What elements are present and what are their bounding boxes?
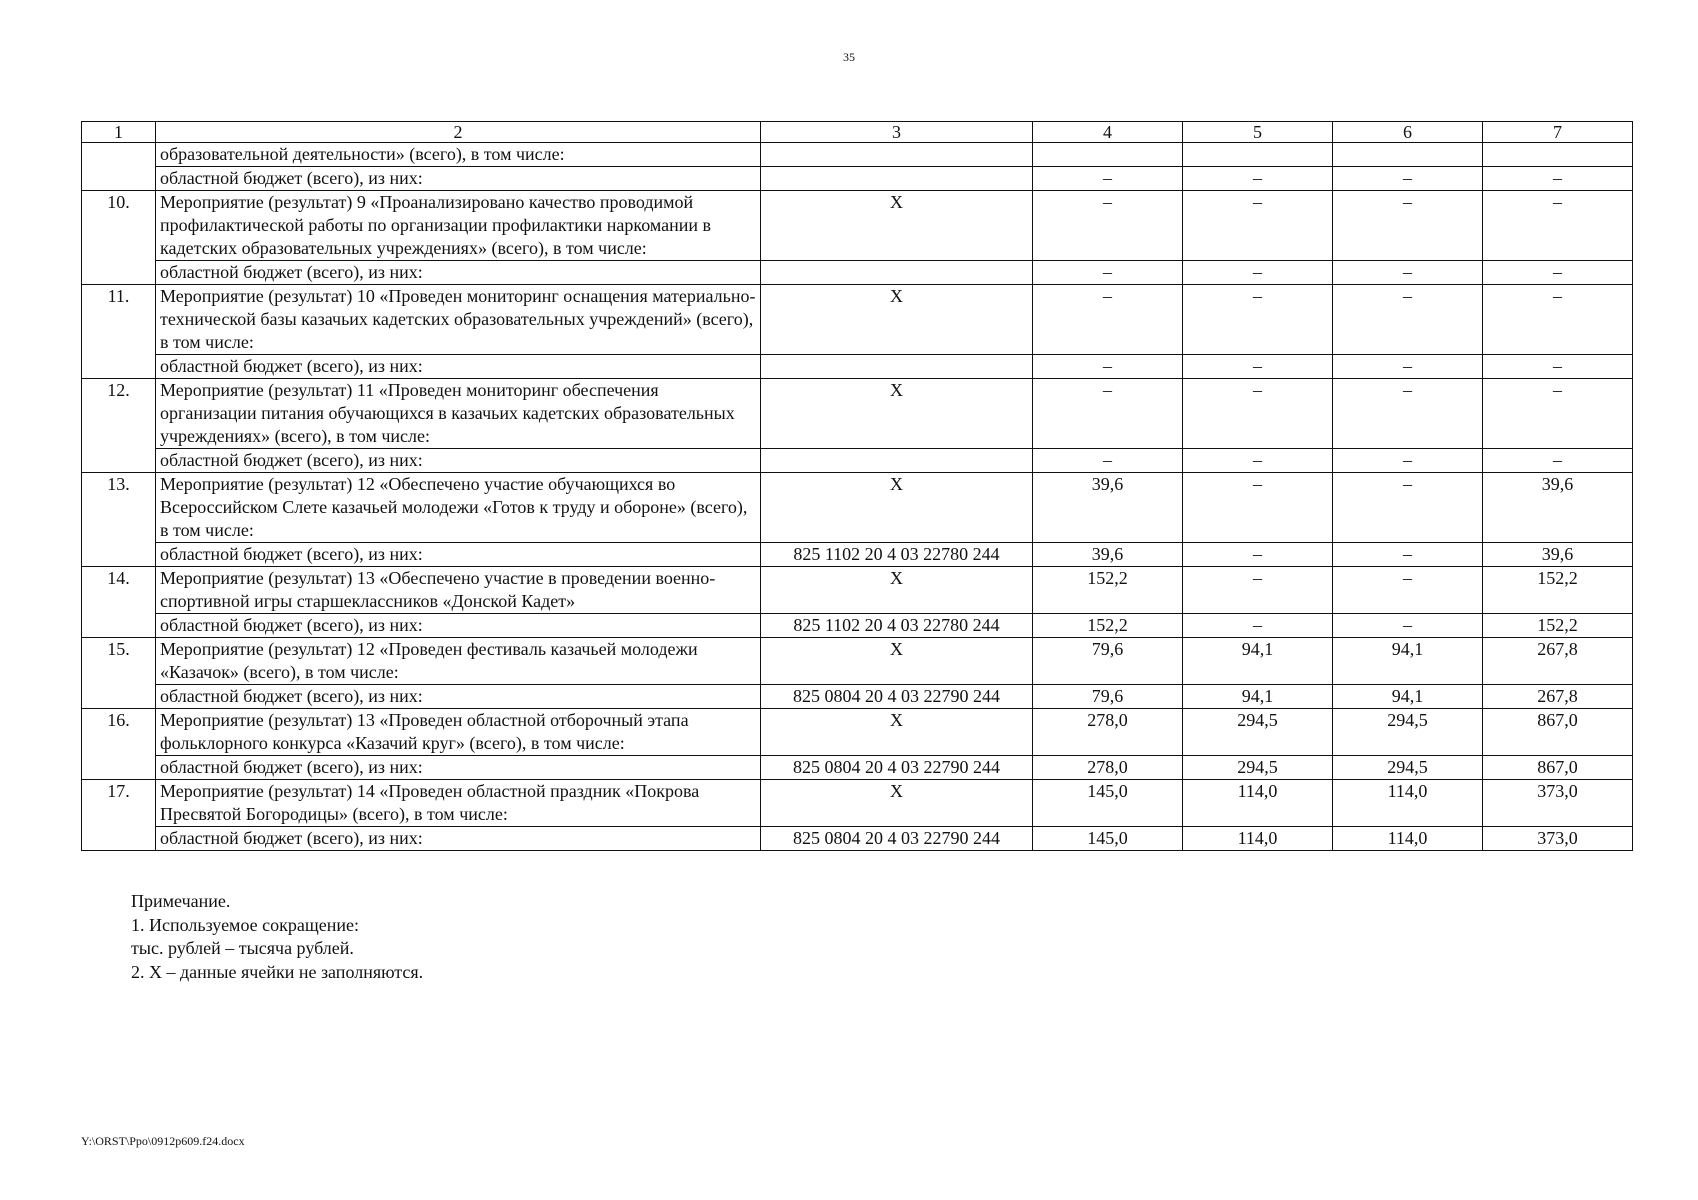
- column-header-2: 2: [156, 122, 761, 143]
- value-col6: –: [1333, 285, 1483, 355]
- budget-code: X: [761, 567, 1033, 614]
- measure-text: Мероприятие (результат) 12 «Проведен фестиваль казачьей молодежи «Казачок» (всего), в том числе:: [156, 638, 761, 685]
- row-number: 13.: [82, 473, 156, 567]
- value-col4: –: [1033, 379, 1183, 449]
- budget-sub-row: [82, 449, 1633, 473]
- value-col7: 39,6: [1483, 543, 1633, 567]
- value-col5: –: [1183, 167, 1333, 191]
- value-col6: 114,0: [1333, 780, 1483, 827]
- budget-code: 825 1102 20 4 03 22780 244: [761, 543, 1033, 567]
- value-col7: 39,6: [1483, 473, 1633, 543]
- value-col4: 39,6: [1033, 543, 1183, 567]
- value-col6: –: [1333, 167, 1483, 191]
- budget-code: X: [761, 638, 1033, 685]
- measure-text: Мероприятие (результат) 9 «Проанализировано качество проводимой профилактической работы по организации профилактики наркомании в кадетских образовательных учреждениях» (всего), в том числе:: [156, 191, 761, 261]
- budget-sub-row: [82, 827, 1633, 851]
- empty-cell: [1483, 143, 1633, 167]
- value-col6: –: [1333, 614, 1483, 638]
- value-col6: –: [1333, 379, 1483, 449]
- budget-code: [761, 449, 1033, 473]
- value-col7: 867,0: [1483, 756, 1633, 780]
- sub-label: областной бюджет (всего), из них:: [156, 756, 761, 780]
- budget-sub-row: [82, 614, 1633, 638]
- value-col7: –: [1483, 167, 1633, 191]
- budget-code: 825 0804 20 4 03 22790 244: [761, 756, 1033, 780]
- budget-sub-row: [82, 685, 1633, 709]
- value-col7: –: [1483, 379, 1633, 449]
- value-col4: –: [1033, 285, 1183, 355]
- budget-sub-row: [82, 355, 1633, 379]
- value-col5: –: [1183, 285, 1333, 355]
- value-col4: –: [1033, 191, 1183, 261]
- value-col7: 373,0: [1483, 780, 1633, 827]
- notes-line-2: тыс. рублей – тысяча рублей.: [131, 938, 354, 958]
- row-number: 10.: [82, 191, 156, 285]
- value-col7: –: [1483, 355, 1633, 379]
- value-col5: –: [1183, 614, 1333, 638]
- empty-cell: [1333, 143, 1483, 167]
- budget-table: [81, 121, 1633, 851]
- value-col4: –: [1033, 261, 1183, 285]
- footer-file-path: Y:\ORST\Ppo\0912p609.f24.docx: [81, 1134, 245, 1148]
- measure-row: [82, 191, 1633, 261]
- continuation-sub-row: [82, 167, 1633, 191]
- empty-cell: [761, 143, 1033, 167]
- value-col4: 152,2: [1033, 614, 1183, 638]
- value-col6: –: [1333, 191, 1483, 261]
- sub-label: областной бюджет (всего), из них:: [156, 543, 761, 567]
- measure-row: [82, 638, 1633, 685]
- measure-row: [82, 709, 1633, 756]
- budget-code: X: [761, 473, 1033, 543]
- column-header-3: 3: [761, 122, 1033, 143]
- measure-row: [82, 285, 1633, 355]
- value-col6: –: [1333, 473, 1483, 543]
- row-number: 12.: [82, 379, 156, 473]
- budget-code: X: [761, 285, 1033, 355]
- notes-line-3: 2. X – данные ячейки не заполняются.: [131, 961, 424, 982]
- value-col4: 79,6: [1033, 685, 1183, 709]
- value-col6: 294,5: [1333, 756, 1483, 780]
- value-col6: 114,0: [1333, 827, 1483, 851]
- value-col5: –: [1183, 379, 1333, 449]
- row-number: 15.: [82, 638, 156, 709]
- measure-row: [82, 567, 1633, 614]
- budget-code: X: [761, 709, 1033, 756]
- continuation-text: образовательной деятельности» (всего), в том числе:: [156, 143, 761, 167]
- value-col7: 373,0: [1483, 827, 1633, 851]
- value-col6: –: [1333, 567, 1483, 614]
- budget-code: X: [761, 780, 1033, 827]
- value-col4: –: [1033, 167, 1183, 191]
- measure-row: [82, 780, 1633, 827]
- value-col5: 94,1: [1183, 638, 1333, 685]
- budget-code: [761, 261, 1033, 285]
- measure-row: [82, 473, 1633, 543]
- notes-line-1: 1. Используемое сокращение:: [131, 914, 359, 935]
- value-col5: –: [1183, 191, 1333, 261]
- value-col5: 294,5: [1183, 709, 1333, 756]
- page-number: 35: [843, 50, 855, 64]
- sub-label: областной бюджет (всего), из них:: [156, 614, 761, 638]
- budget-code: X: [761, 191, 1033, 261]
- sub-label: областной бюджет (всего), из них:: [156, 355, 761, 379]
- value-col7: 267,8: [1483, 638, 1633, 685]
- value-col7: –: [1483, 285, 1633, 355]
- row-number-cell: [82, 143, 156, 191]
- value-col5: 294,5: [1183, 756, 1333, 780]
- row-number: 14.: [82, 567, 156, 638]
- empty-cell: [1183, 143, 1333, 167]
- value-col5: –: [1183, 543, 1333, 567]
- sub-label: областной бюджет (всего), из них:: [156, 685, 761, 709]
- budget-code: [761, 167, 1033, 191]
- measure-row: [82, 379, 1633, 449]
- measure-text: Мероприятие (результат) 13 «Проведен областной отборочный этапа фольклорного конкурса «Казачий круг» (всего), в том числе:: [156, 709, 761, 756]
- budget-code: [761, 355, 1033, 379]
- value-col5: –: [1183, 261, 1333, 285]
- value-col6: –: [1333, 261, 1483, 285]
- notes-title: Примечание.: [131, 891, 231, 911]
- row-number: 16.: [82, 709, 156, 780]
- value-col4: 152,2: [1033, 567, 1183, 614]
- budget-code: 825 0804 20 4 03 22790 244: [761, 685, 1033, 709]
- sub-label: областной бюджет (всего), из них:: [156, 261, 761, 285]
- value-col7: 152,2: [1483, 567, 1633, 614]
- row-number: 17.: [82, 780, 156, 851]
- empty-cell: [1033, 143, 1183, 167]
- value-col7: –: [1483, 191, 1633, 261]
- table-header-row: [82, 122, 1633, 143]
- measure-text: Мероприятие (результат) 13 «Обеспечено участие в проведении военно-спортивной игры старшеклассников «Донской Кадет»: [156, 567, 761, 614]
- value-col5: 114,0: [1183, 827, 1333, 851]
- value-col4: 278,0: [1033, 756, 1183, 780]
- value-col7: 267,8: [1483, 685, 1633, 709]
- value-col4: –: [1033, 449, 1183, 473]
- value-col4: 39,6: [1033, 473, 1183, 543]
- value-col6: 94,1: [1333, 638, 1483, 685]
- value-col5: 94,1: [1183, 685, 1333, 709]
- measure-text: Мероприятие (результат) 11 «Проведен мониторинг обеспечения организации питания обучающихся в казачьих кадетских образовательных учреждениях» (всего), в том числе:: [156, 379, 761, 449]
- value-col4: 145,0: [1033, 827, 1183, 851]
- value-col4: 278,0: [1033, 709, 1183, 756]
- budget-code: X: [761, 379, 1033, 449]
- value-col5: –: [1183, 355, 1333, 379]
- measure-text: Мероприятие (результат) 12 «Обеспечено участие обучающихся во Всероссийском Слете казачьей молодежи «Готов к труду и обороне» (всего), в том числе:: [156, 473, 761, 543]
- column-header-1: 1: [82, 122, 156, 143]
- value-col4: –: [1033, 355, 1183, 379]
- value-col7: –: [1483, 261, 1633, 285]
- column-header-5: 5: [1183, 122, 1333, 143]
- value-col6: 294,5: [1333, 709, 1483, 756]
- value-col5: 114,0: [1183, 780, 1333, 827]
- budget-code: 825 1102 20 4 03 22780 244: [761, 614, 1033, 638]
- continuation-row: [82, 143, 1633, 167]
- value-col6: 94,1: [1333, 685, 1483, 709]
- row-number: 11.: [82, 285, 156, 379]
- notes-block: [131, 890, 423, 984]
- value-col7: 867,0: [1483, 709, 1633, 756]
- budget-sub-row: [82, 756, 1633, 780]
- value-col7: 152,2: [1483, 614, 1633, 638]
- sub-label: областной бюджет (всего), из них:: [156, 827, 761, 851]
- value-col6: –: [1333, 543, 1483, 567]
- sub-label: областной бюджет (всего), из них:: [156, 167, 761, 191]
- budget-code: 825 0804 20 4 03 22790 244: [761, 827, 1033, 851]
- budget-sub-row: [82, 261, 1633, 285]
- measure-text: Мероприятие (результат) 10 «Проведен мониторинг оснащения материально-технической базы казачьих кадетских образовательных учреждений» (всего), в том числе:: [156, 285, 761, 355]
- value-col5: –: [1183, 567, 1333, 614]
- column-header-6: 6: [1333, 122, 1483, 143]
- measure-text: Мероприятие (результат) 14 «Проведен областной праздник «Покрова Пресвятой Богородицы» (всего), в том числе:: [156, 780, 761, 827]
- value-col4: 79,6: [1033, 638, 1183, 685]
- value-col6: –: [1333, 449, 1483, 473]
- value-col5: –: [1183, 449, 1333, 473]
- sub-label: областной бюджет (всего), из них:: [156, 449, 761, 473]
- value-col7: –: [1483, 449, 1633, 473]
- column-header-7: 7: [1483, 122, 1633, 143]
- column-header-4: 4: [1033, 122, 1183, 143]
- budget-sub-row: [82, 543, 1633, 567]
- value-col4: 145,0: [1033, 780, 1183, 827]
- value-col6: –: [1333, 355, 1483, 379]
- value-col5: –: [1183, 473, 1333, 543]
